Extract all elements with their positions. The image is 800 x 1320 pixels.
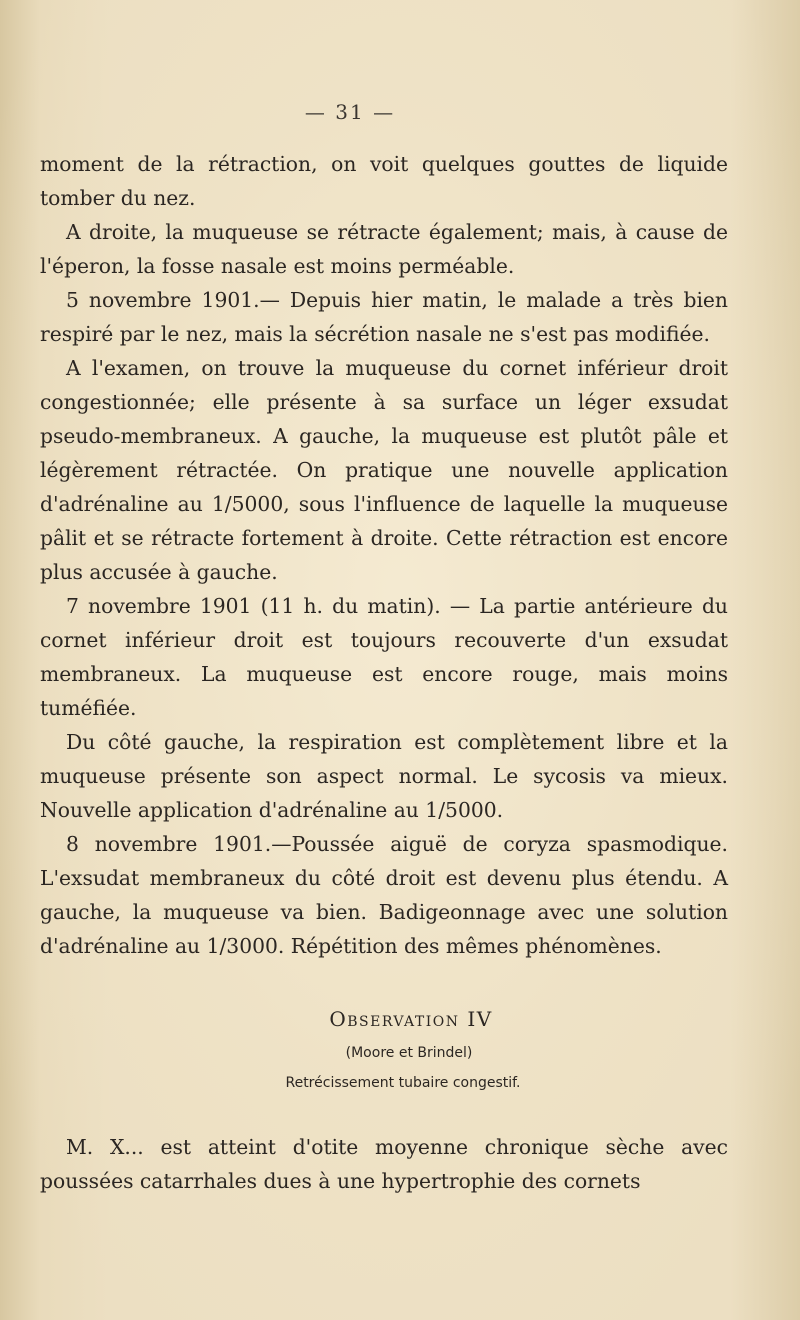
paragraph: M. X... est atteint d'otite moyenne chronique sèche avec poussées catarrhales dues à une hypertrophie des cornets xyxy=(40,1135,728,1193)
paragraph-continuation: moment de la rétraction, on voit quelques gouttes de liquide tomber du nez. xyxy=(40,152,728,210)
paragraph: A droite, la muqueuse se rétracte également; mais, à cause de l'éperon, la fosse nasale est moins perméable. xyxy=(40,220,728,278)
paragraph: 5 novembre 1901.— Depuis hier matin, le malade a très bien respiré par le nez, mais la sécrétion nasale ne s'est pas modifiée. xyxy=(40,288,728,346)
observation-authors: (Moore et Brindel) xyxy=(345,1045,473,1061)
paragraph: Du côté gauche, la respiration est complètement libre et la muqueuse présente son aspect normal. Le sycosis va mieux. Nouvelle application d'adrénaline au 1/5000. xyxy=(40,730,728,822)
page-number: — 31 — xyxy=(304,100,396,124)
paragraph: 8 novembre 1901.—Poussée aiguë de coryza spasmodique. L'exsudat membraneux du côté droit est devenu plus étendu. A gauche, la muqueuse va bien. Badigeonnage avec une solution d'adrénaline au 1/3000. Répétition des mêmes phénomènes. xyxy=(40,832,728,958)
body-text xyxy=(40,147,728,963)
observation-title: Observation IV xyxy=(329,1007,493,1031)
observation-body xyxy=(40,1130,728,1198)
paragraph: A l'examen, on trouve la muqueuse du cornet inférieur droit congestionnée; elle présente à sa surface un léger exsudat pseudo-membraneux. A gauche, la muqueuse est plutôt pâle et légèrement rétractée. On pratique une nouvelle application d'adrénaline au 1/5000, sous l'influence de laquelle la muqueuse pâlit et se rétracte fortement à droite. Cette rétraction est encore plus accusée à gauche. xyxy=(40,356,728,584)
observation-subtitle: Retrécissement tubaire congestif. xyxy=(285,1075,521,1091)
observation-heading xyxy=(0,1007,800,1091)
paragraph: 7 novembre 1901 (11 h. du matin). — La partie antérieure du cornet inférieur droit est toujours recouverte d'un exsudat membraneux. La muqueuse est encore rouge, mais moins tuméfiée. xyxy=(40,594,728,720)
